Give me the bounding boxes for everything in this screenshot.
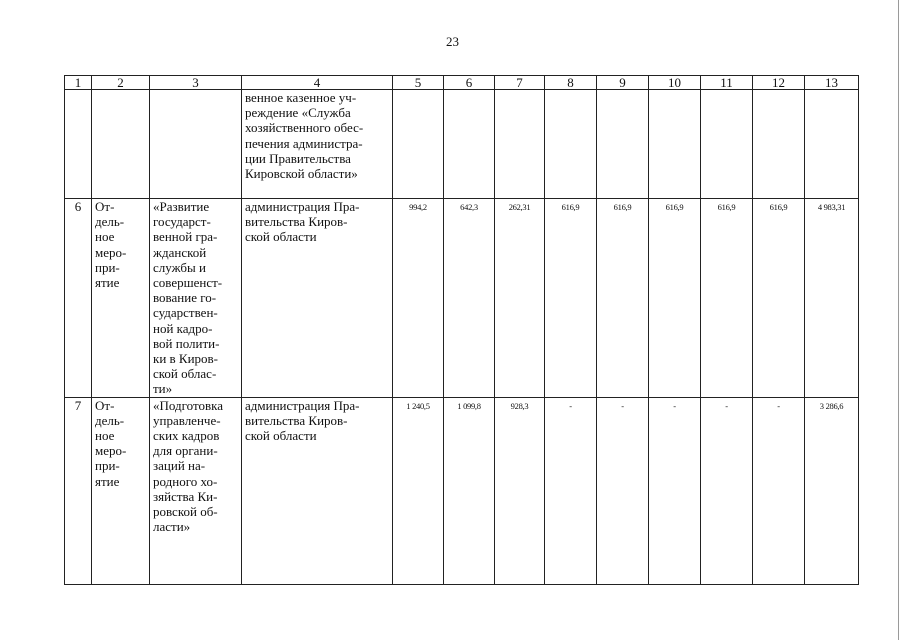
row-number: 6	[65, 199, 92, 398]
column-header: 1	[65, 76, 92, 90]
column-header: 12	[753, 76, 805, 90]
column-header: 8	[545, 76, 597, 90]
executor-cell: администрация Пра- вительства Киров- ской области	[242, 199, 393, 398]
column-header: 11	[701, 76, 753, 90]
value-cell: 616,9	[753, 199, 805, 398]
budget-table	[64, 75, 859, 585]
column-header: 2	[92, 76, 150, 90]
value-cell: -	[597, 397, 649, 584]
page-number: 23	[446, 34, 459, 49]
total-cell: 4 983,31	[805, 199, 859, 398]
value-cell: 642,3	[444, 199, 495, 398]
value-cell: 616,9	[597, 199, 649, 398]
value-cell: -	[753, 397, 805, 584]
column-header: 5	[393, 76, 444, 90]
value-cell: -	[649, 397, 701, 584]
measure-name-cell: «Развитие государст- венной гра- жданской службы и совершенст- вование го- сударствен- ной кадро- вой полити- ки в Киров- ской облас- ти»	[150, 199, 242, 398]
header-row	[65, 76, 859, 90]
measure-type-cell: От- дель- ное меро- при- ятие	[92, 397, 150, 584]
value-cell: 262,31	[495, 199, 545, 398]
value-cell: 1 240,5	[393, 397, 444, 584]
column-header: 9	[597, 76, 649, 90]
column-header: 6	[444, 76, 495, 90]
column-header: 7	[495, 76, 545, 90]
value-cell: 616,9	[701, 199, 753, 398]
measure-type-cell: От- дель- ное меро- при- ятие	[92, 199, 150, 398]
executor-cell: администрация Пра- вительства Киров- ской области	[242, 397, 393, 584]
page-edge-line	[898, 0, 899, 640]
value-cell: 994,2	[393, 199, 444, 398]
measure-name-cell: «Подготовка управленче- ских кадров для органи- заций на- родного хо- зяйства Ки- ровской об- ласти»	[150, 397, 242, 584]
value-cell: 1 099,8	[444, 397, 495, 584]
row-number: 7	[65, 397, 92, 584]
column-header: 13	[805, 76, 859, 90]
value-cell: 928,3	[495, 397, 545, 584]
column-header: 10	[649, 76, 701, 90]
table-row	[65, 199, 859, 398]
value-cell: 616,9	[545, 199, 597, 398]
column-header: 4	[242, 76, 393, 90]
table-row	[65, 397, 859, 584]
column-header: 3	[150, 76, 242, 90]
executor-cell: венное казенное уч- реждение «Служба хозяйственного обес- печения администра- ции Правительства Кировской области»	[242, 90, 393, 199]
value-cell: -	[545, 397, 597, 584]
table-row-continuation	[65, 90, 859, 199]
value-cell: -	[701, 397, 753, 584]
value-cell: 616,9	[649, 199, 701, 398]
total-cell: 3 286,6	[805, 397, 859, 584]
